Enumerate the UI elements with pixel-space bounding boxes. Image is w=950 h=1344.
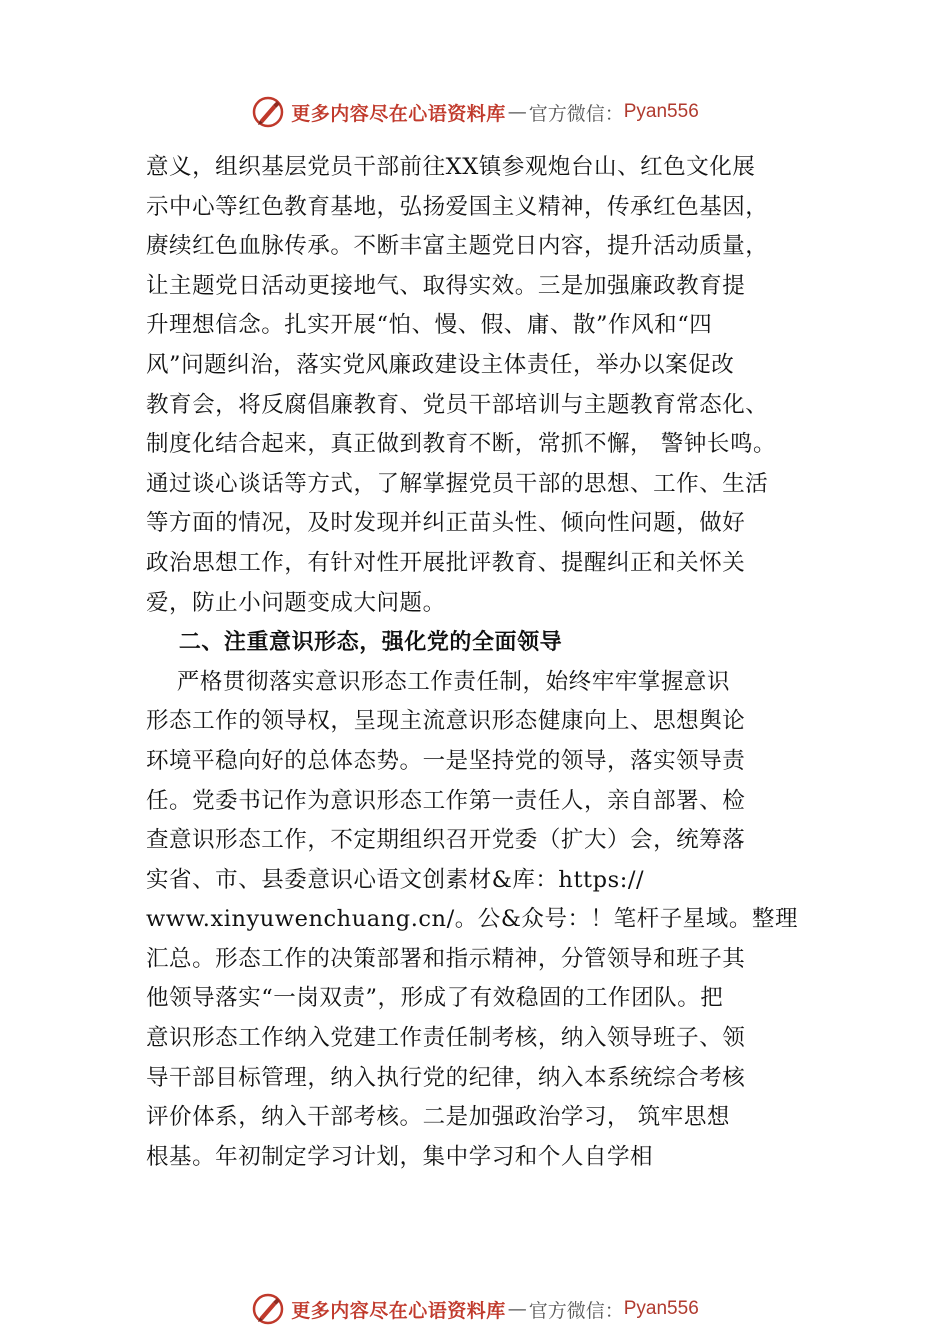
body-line: 升理想信念。扎实开展“怕、慢、假、庸、散”作风和“四 bbox=[146, 312, 713, 339]
body-line: 意义，组织基层党员干部前往XX镇参观炮台山、红色文化展 bbox=[146, 154, 756, 180]
watermark-wechat-id: Pyan556 bbox=[623, 1298, 699, 1319]
body-line: 导干部目标管理，纳入执行党的纪律，纳入本系统综合考核 bbox=[146, 1064, 746, 1091]
body-line: 等方面的情况，及时发现并纠正苗头性、倾向性问题，做好 bbox=[146, 510, 746, 537]
body-line: 评价体系，纳入干部考核。二是加强政治学习， 筑牢思想 bbox=[146, 1104, 730, 1131]
body-line: 形态工作的领导权，呈现主流意识形态健康向上、思想舆论 bbox=[146, 708, 746, 735]
watermark-brand-text: 更多内容尽在心语资料库 bbox=[291, 102, 506, 125]
body-line: 他领导落实“一岗双责”，形成了有效稳固的工作团队。把 bbox=[146, 985, 724, 1012]
body-line: 制度化结合起来，真正做到教育不断，常抓不懈， 警钟长鸣。 bbox=[146, 431, 777, 458]
body-line: 爱，防止小问题变成大问题。 bbox=[146, 589, 446, 616]
watermark-official-label: 官方微信： bbox=[528, 1299, 624, 1322]
body-line: 风”问题纠治，落实党风廉政建设主体责任，举办以案促改 bbox=[146, 351, 735, 378]
watermark-dash: — bbox=[507, 101, 527, 123]
body-line: 意识形态工作纳入党建工作责任制考核，纳入领导班子、领 bbox=[146, 1025, 746, 1052]
body-line: 赓续红色血脉传承。不断丰富主题党日内容，提升活动质量， bbox=[146, 233, 769, 260]
footer-watermark-banner bbox=[0, 1289, 950, 1329]
body-line: 通过谈心谈话等方式，了解掌握党员干部的思想、工作、生活 bbox=[146, 470, 769, 497]
body-line: 实省、市、县委意识心语文创素材&库：https:// bbox=[146, 866, 645, 893]
header-watermark-banner bbox=[0, 92, 950, 132]
body-line: 汇总。形态工作的决策部署和指示精神，分管领导和班子其 bbox=[146, 945, 746, 972]
body-line: 严格贯彻落实意识形态工作责任制，始终牢牢掌握意识 bbox=[146, 668, 731, 695]
watermark-dash: — bbox=[507, 1298, 527, 1320]
watermark-brand-text: 更多内容尽在心语资料库 bbox=[291, 1299, 506, 1322]
body-line: 环境平稳向好的总体态势。一是坚持党的领导，落实领导责 bbox=[146, 747, 746, 774]
body-line-url: www.xinyuwenchuang.cn/。公&众号：！笔杆子星域。整理 bbox=[146, 906, 798, 933]
body-line: 让主题党日活动更接地气、取得实效。三是加强廉政教育提 bbox=[146, 272, 746, 299]
pen-logo-icon bbox=[251, 1292, 285, 1326]
body-line: 政治思想工作，有针对性开展批评教育、提醒纠正和关怀关 bbox=[146, 549, 746, 576]
body-line: 教育会，将反腐倡廉教育、党员干部培训与主题教育常态化、 bbox=[146, 391, 769, 418]
section-heading: 二、注重意识形态，强化党的全面领导 bbox=[146, 630, 563, 656]
watermark-wechat-id: Pyan556 bbox=[623, 101, 699, 122]
pen-logo-icon bbox=[251, 95, 285, 129]
document-body bbox=[146, 148, 812, 1177]
body-line: 示中心等红色教育基地，弘扬爱国主义精神，传承红色基因， bbox=[146, 193, 769, 220]
watermark-official-label: 官方微信： bbox=[528, 102, 624, 125]
body-line: 查意识形态工作，不定期组织召开党委（扩大）会，统筹落 bbox=[146, 827, 746, 854]
body-line: 任。党委书记作为意识形态工作第一责任人，亲自部署、检 bbox=[146, 787, 746, 814]
body-line: 根基。年初制定学习计划，集中学习和个人自学相 bbox=[146, 1143, 654, 1170]
